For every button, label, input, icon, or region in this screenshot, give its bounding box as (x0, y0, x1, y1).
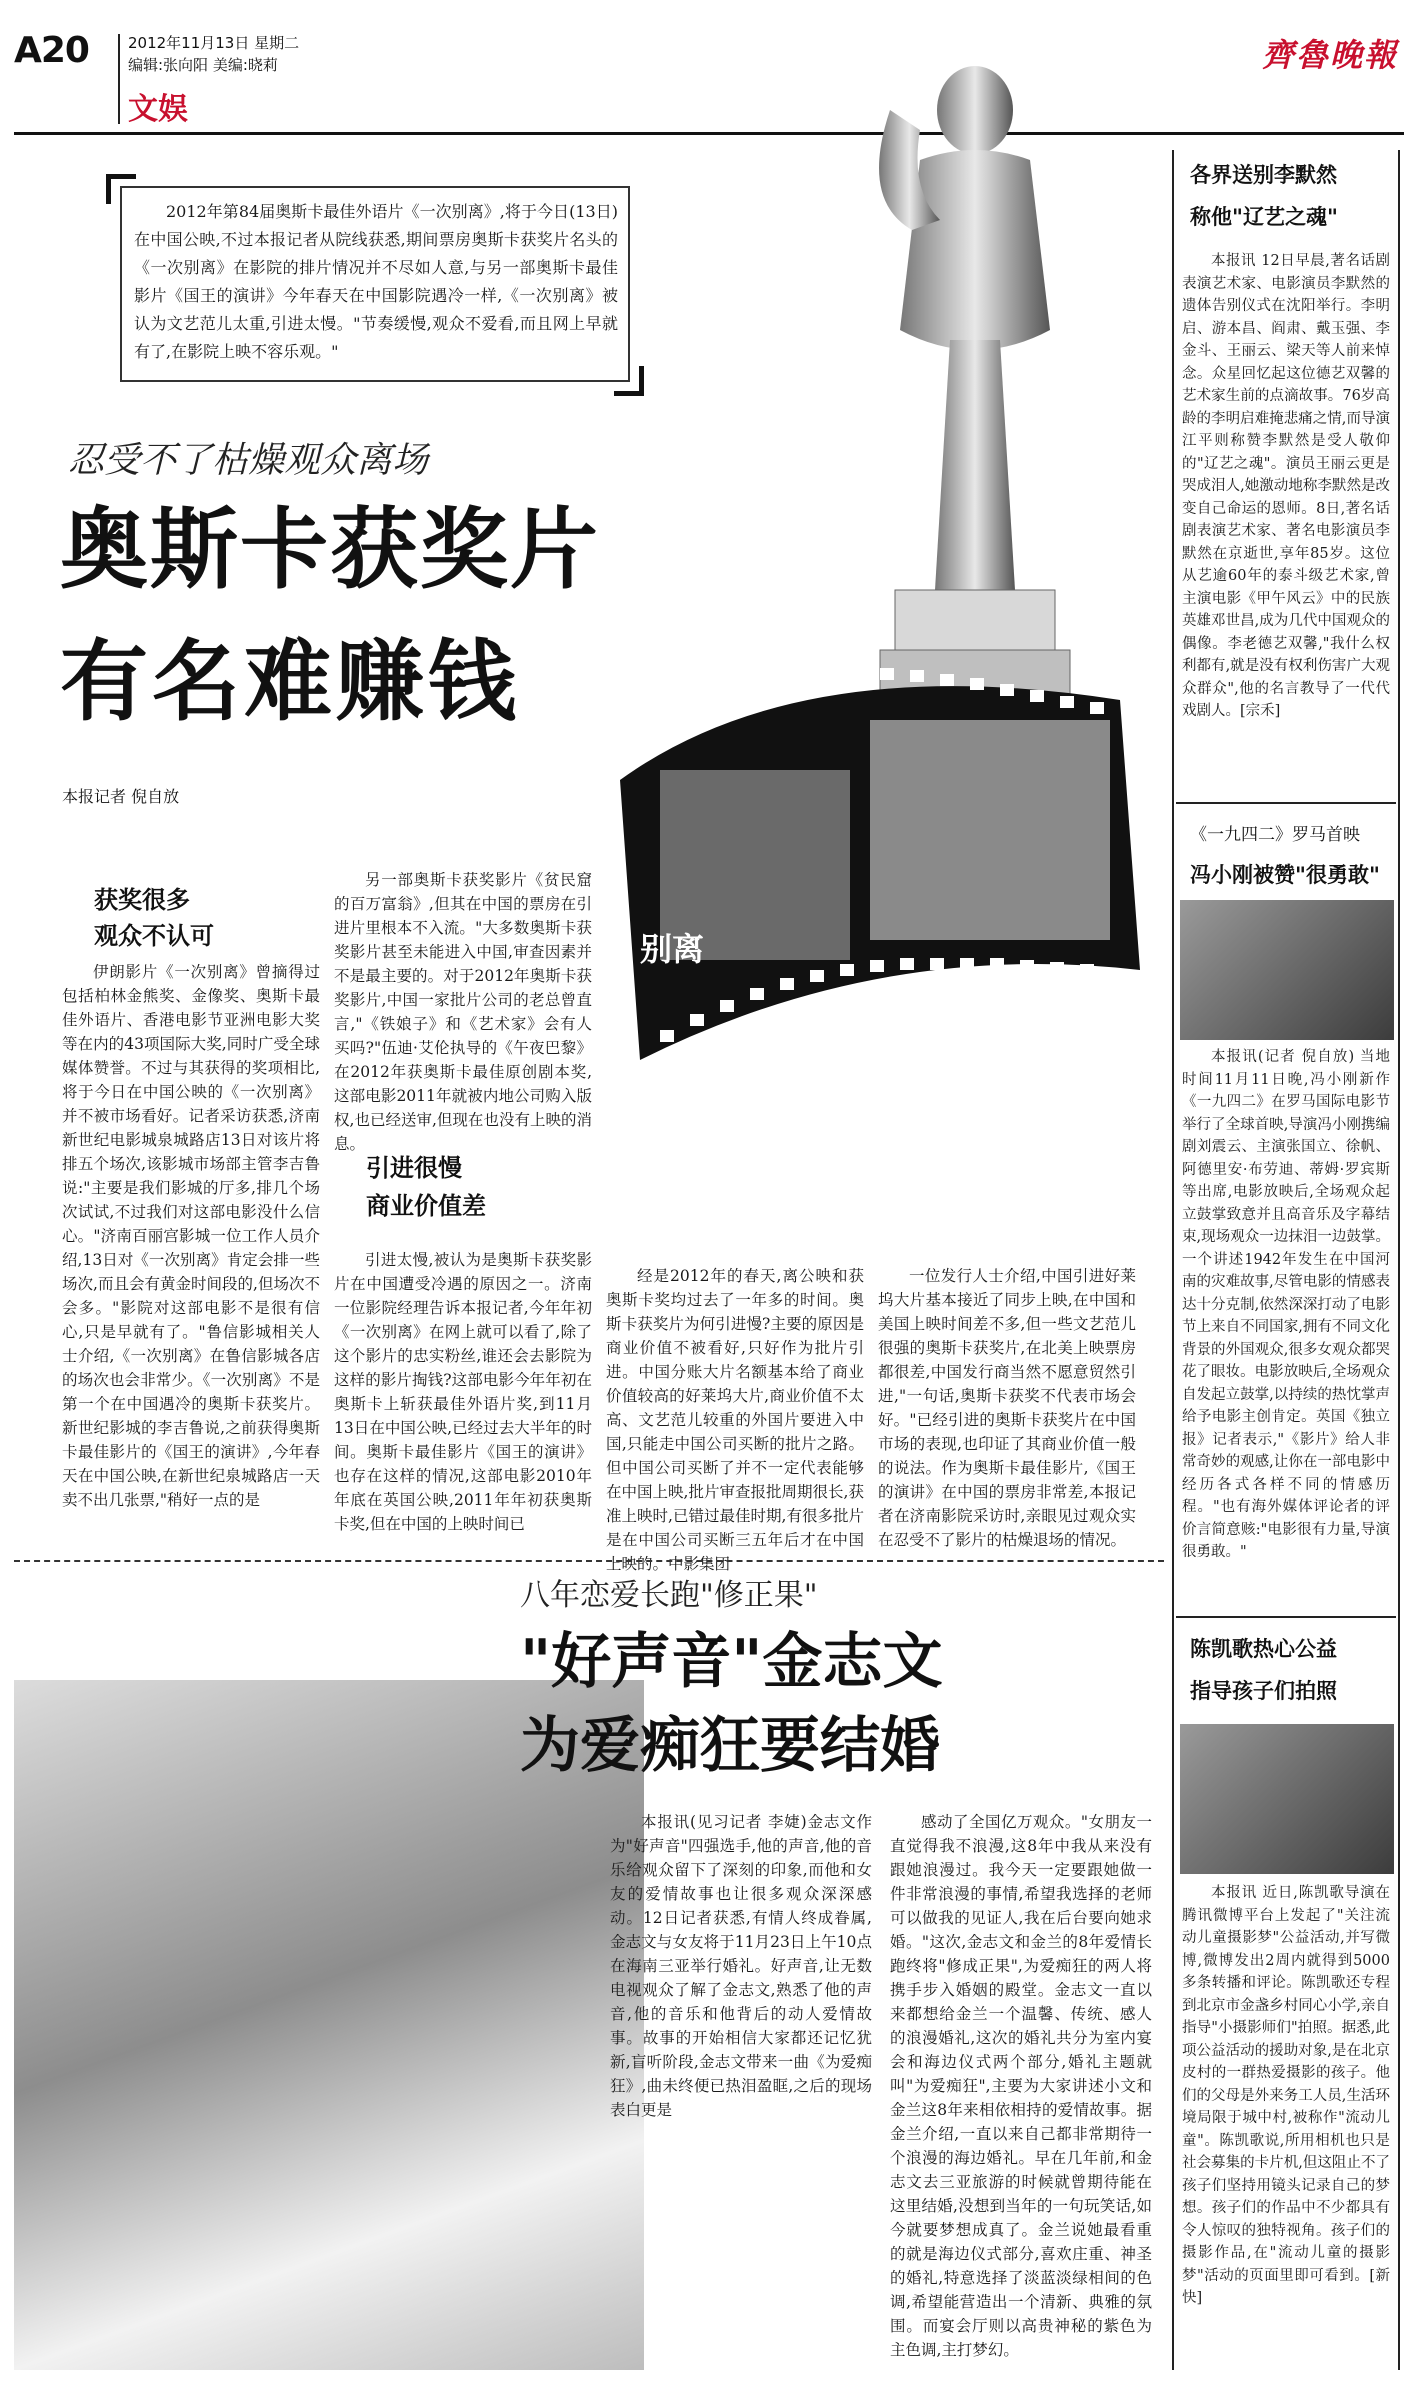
subhead-1b: 观众不认可 (94, 922, 214, 950)
sidebar-story1-title-a: 各界送别李默然 (1190, 163, 1337, 187)
main-col-3-text: 经是2012年的春天,离公映和获奥斯卡奖均过去了一年多的时间。奥斯卡获奖片为何引进慢?主要的原因是商业价值不被看好,只好作为批片引进。中国分账大片名额基本给了商业价值较高的好莱坞大片,商业价值不太高、文艺范儿较重的外国片要进入中国,只能走中国公司买断的批片之路。但中国公司买断了并不一定代表能够在中国上映,批片审查报批周期很长,获准上映时,已错过最佳时期,有很多批片是在中国公司买断三五年后才在中国上映的。中影集团 (606, 1267, 864, 1573)
lead-box-corner-br (614, 366, 644, 396)
sidebar-story2-body (1182, 1046, 1390, 1606)
subhead-2b: 商业价值差 (366, 1192, 486, 1220)
sidebar-story1-title-b: 称他"辽艺之魂" (1190, 205, 1338, 229)
main-headline-line1: 奥斯卡获奖片 (60, 498, 601, 601)
main-col-2-top (334, 868, 592, 1153)
lead-box-corner-tl (106, 174, 136, 204)
film-reel-illustration (600, 640, 1160, 1080)
main-byline: 本报记者 倪自放 (62, 787, 180, 806)
main-col-2b-text: 引进太慢,被认为是奥斯卡获奖影片在中国遭受冷遇的原因之一。济南一位影院经理告诉本报记者,今年年初《一次别离》在网上就可以看了,除了这个影片的忠实粉丝,谁还会去影院为这样的影片掏钱?这部电影今年年初在奥斯卡上斩获最佳外语片奖,到11月13日在中国公映,已经过去大半年的时间。奥斯卡最佳影片《国王的演讲》也存在这样的情况,这部电影2010年年底在英国公映,2011年年初获奥斯卡奖,但在中国的上映时间已 (334, 1251, 592, 1533)
sidebar-story2-title: 冯小刚被赞"很勇敢" (1190, 863, 1380, 887)
sidebar-story1-body (1182, 250, 1390, 790)
page-number: A20 (14, 30, 89, 71)
sidebar-story2-kicker: 《一九四二》罗马首映 (1190, 825, 1360, 845)
main-col-1 (62, 960, 320, 1550)
sidebar-story3-title-b: 指导孩子们拍照 (1190, 1679, 1337, 1703)
second-col-2 (890, 1810, 1152, 2370)
chen-kaige-photo (1180, 1724, 1394, 1874)
second-col-1-text: 本报讯(见习记者 李婕)金志文作为"好声音"四强选手,他的声音,他的音乐给观众留下了深刻的印象,而他和女友的爱情故事也让很多观众深深感动。12日记者获悉,有情人终成眷属,金志文与女友将于11月23日上午10点在海南三亚举行婚礼。好声音,让无数电视观众了解了金志文,熟悉了他的声音,他的音乐和他背后的动人爱情故事。故事的开始相信大家都还记忆犹新,盲听阶段,金志文带来一曲《为爱痴狂》,曲未终便已热泪盈眶,之后的现场表白更是 (610, 1813, 872, 2119)
poster-title-label: 别离 (640, 930, 705, 968)
editor-line: 编辑:张向阳 美编:晓莉 (128, 56, 278, 74)
subhead-1a: 获奖很多 (94, 886, 190, 914)
second-col-2-text: 感动了全国亿万观众。"女朋友一直觉得我不浪漫,这8年中我从来没有跟她浪漫过。我今天一定要跟她做一件非常浪漫的事情,希望我选择的老师可以做我的见证人,我在后台要向她求婚。"这次,金志文和金兰的8年爱情长跑终将"修成正果",为爱痴狂的两人将携手步入婚姻的殿堂。金志文一直以来都想给金兰一个温馨、传统、感人的浪漫婚礼,这次的婚礼共分为室内宴会和海边仪式两个部分,婚礼主题就叫"为爱痴狂",主要为大家讲述小文和金兰这8年来相依相持的爱情故事。据金兰介绍,一直以来自己都非常期待一个浪漫的海边婚礼。早在几年前,和金志文去三亚旅游的时候就曾期待能在这里结婚,没想到当年的一句玩笑话,如今就要梦想成真了。金兰说她最看重的就是海边仪式部分,喜欢庄重、神圣的婚礼,特意选择了淡蓝淡绿相间的色调,希望能营造出一个清新、典雅的氛围。而宴会厅则以高贵神秘的紫色为主色调,主打梦幻。 (890, 1813, 1152, 2359)
second-headline-line1: "好声音"金志文 (520, 1627, 943, 1697)
main-col-2-text: 另一部奥斯卡获奖影片《贫民窟的百万富翁》,但其在中国的票房在引进片里根本不入流。"大多数奥斯卡获奖影片甚至未能进入中国,审查因素并不是最主要的。对于2012年奥斯卡获奖影片,中国一家批片公司的老总曾直言,"《铁娘子》和《艺术家》会有人买吗?"伍迪·艾伦执导的《午夜巴黎》在2012年获奥斯卡最佳原创剧本奖,这部电影2011年就被内地公司购入版权,也已经送审,但现在也没有上映的消息。 (334, 871, 592, 1153)
oscar-statue-illustration (800, 70, 1200, 730)
main-col-4-text: 一位发行人士介绍,中国引进好莱坞大片基本接近了同步上映,在中国和美国上映时间差不多,但一些文艺范儿很强的奥斯卡获奖片,在北美上映票房都很差,中国发行商当然不愿意贸然引进,"一句话,奥斯卡获奖不代表市场会好。"已经引进的奥斯卡获奖片在中国市场的表现,也印证了其商业价值一般的说法。作为奥斯卡最佳影片,《国王的演讲》在中国的票房非常差,本报记者在济南影院采访时,亲眼见过观众实在忍受不了影片的枯燥退场的情况。 (878, 1267, 1136, 1549)
main-col-3 (606, 1264, 864, 1573)
sidebar-story3-text: 本报讯 近日,陈凯歌导演在腾讯微博平台上发起了"关注流动儿童摄影梦"公益活动,并写微博,微博发出2周内就得到5000多条转播和评论。陈凯歌还专程到北京市金盏乡村同心小学,亲自指导"小摄影师们"拍照。据悉,此项公益活动的援助对象,是在北京皮村的一群热爱摄影的孩子。他们的父母是外来务工人员,生活环境局限于城中村,被称作"流动儿童"。陈凯歌说,所用相机也只是社会募集的卡片机,但这阻止不了孩子们坚持用镜头记录自己的梦想。孩子们的作品中不少都具有令人惊叹的独特视角。孩子们的摄影作品,在"流动儿童的摄影梦"活动的页面里即可看到。[新快] (1182, 1885, 1390, 2306)
second-headline-line2: 为爱痴狂要结婚 (520, 1711, 940, 1781)
premiere-photo (1180, 900, 1394, 1040)
sidebar-story3-body (1182, 1882, 1390, 2372)
masthead-logo: 齊魯晚報 (1262, 36, 1399, 74)
sidebar-story3-title-a: 陈凯歌热心公益 (1190, 1637, 1337, 1661)
sidebar-rule-2 (1176, 1616, 1396, 1618)
main-kicker: 忍受不了枯燥观众离场 (68, 440, 429, 481)
sidebar-story1-text: 本报讯 12日早晨,著名话剧表演艺术家、电影演员李默然的遗体告别仪式在沈阳举行。李明启、游本昌、阎肃、戴玉强、李金斗、王丽云、梁天等人前来悼念。众星回忆起这位德艺双馨的艺术家生前的点滴故事。76岁高龄的李明启难掩悲痛之情,而导演江平则称赞李默然是受人敬仰的"辽艺之魂"。演员王丽云更是哭成泪人,她激动地称李默然是改变自己命运的恩师。8日,著名话剧表演艺术家、著名电影演员李默然在京逝世,享年85岁。这位从艺逾60年的泰斗级艺术家,曾主演电影《甲午风云》中的民族英雄邓世昌,成为几代中国观众的偶像。李老德艺双馨,"我什么权利都有,就是没有权利伤害广大观众群众",他的名言教导了一代代戏剧人。[宗禾] (1182, 253, 1390, 719)
sidebar-right-border (1398, 150, 1400, 2370)
subhead-2a: 引进很慢 (366, 1154, 462, 1182)
sidebar-divider (1172, 150, 1174, 2370)
main-col-1-text: 伊朗影片《一次别离》曾摘得过包括柏林金熊奖、金像奖、奥斯卡最佳外语片、香港电影节亚洲电影大奖等在内的43项国际大奖,同时广受全球媒体赞誉。不过与其获得的奖项相比,将于今日在中国公映的《一次别离》并不被市场看好。记者采访获悉,济南新世纪电影城泉城路店13日对该片将排五个场次,该影城市场部主管李吉鲁说:"主要是我们影城的厅多,排几个场次试试,不过我们对这部电影没什么信心。"济南百丽宫影城一位工作人员介绍,13日对《一次别离》肯定会排一些场次,而且会有黄金时间段的,但场次不会多。"影院对这部电影不是很有信心,只是早就有了。"鲁信影城相关人士介绍,《一次别离》在鲁信影城各店的场次也会非常少。《一次别离》不是第一个在中国遇冷的奥斯卡获奖片。新世纪影城的李吉鲁说,之前获得奥斯卡最佳影片的《国王的演讲》,今年春天在中国公映,在新世纪泉城路店一天卖不出几张票,"稍好一点的是 (62, 963, 320, 1509)
date-line: 2012年11月13日 星期二 (128, 34, 300, 52)
sidebar-story2-text: 本报讯(记者 倪自放) 当地时间11月11日晚,冯小刚新作《一九四二》在罗马国际电影节举行了全球首映,导演冯小刚携编剧刘震云、主演张国立、徐帆、阿德里安·布劳迪、蒂姆·罗宾斯等出席,电影放映后,全场观众起立鼓掌致意并且高音乐及字幕结束,现场观众一边抹泪一边鼓掌。一个讲述1942年发生在中国河南的灾难故事,尽管电影的情感表达十分克制,依然深深打动了电影节上来自不同国家,拥有不同文化背景的外国观众,很多女观众都哭花了眼妆。电影放映后,全场观众自发起立鼓掌,以持续的热忱掌声给予电影主创肯定。英国《独立报》记者表示,"《影片》给人非常奇妙的观感,让你在一部电影中经历各式各样不同的情感历程。"也有海外媒体评论者的评价言简意赅:"电影很有力量,导演很勇敢。" (1182, 1049, 1390, 1560)
lead-text: 2012年第84届奥斯卡最佳外语片《一次别离》,将于今日(13日)在中国公映,不过本报记者从院线获悉,期间票房奥斯卡获奖片名头的《一次别离》在影院的排片情况并不尽如人意,与另一部奥斯卡最佳影片《国王的演讲》今年春天在中国影院遇冷一样,《一次别离》被认为文艺范儿太重,引进太慢。"节奏缓慢,观众不爱看,而且网上早就有了,在影院上映不容乐观。" (134, 202, 618, 361)
second-kicker: 八年恋爱长跑"修正果" (520, 1578, 818, 1613)
main-col-4 (878, 1264, 1136, 1550)
main-col-2-bottom (334, 1248, 592, 1550)
main-headline-line2: 有名难赚钱 (60, 630, 521, 733)
article-separator (14, 1560, 1164, 1562)
second-col-1 (610, 1810, 872, 2370)
sidebar-rule-1 (1176, 802, 1396, 804)
header-divider (118, 34, 120, 124)
section-label: 文娱 (128, 92, 188, 127)
